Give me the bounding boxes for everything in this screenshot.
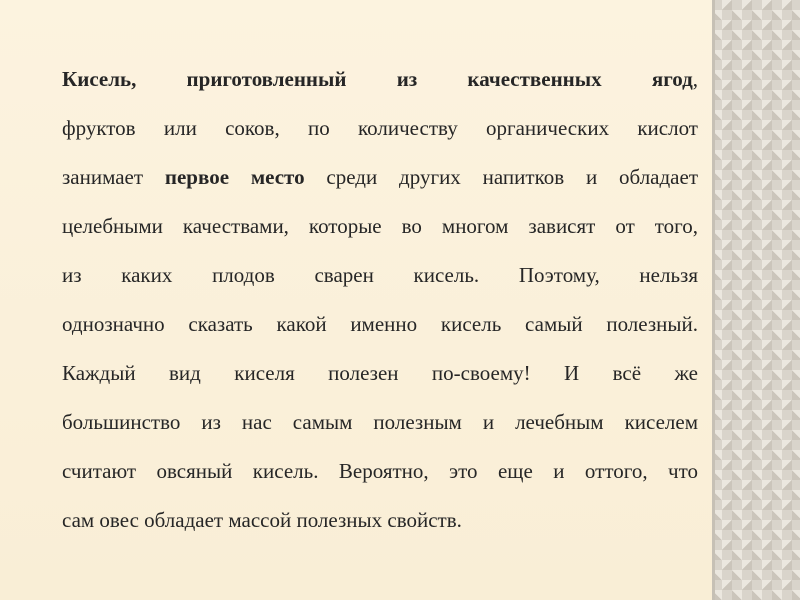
text-line-3	[62, 153, 698, 202]
text-line-3-pre: занимает	[62, 165, 165, 189]
text-line-7: Каждый вид киселя полезен по-своему! И всё же	[62, 361, 698, 385]
text-line-6: однозначно сказать какой именно кисель самый полезный.	[62, 312, 698, 336]
text-line-4: целебными качествами, которые во многом зависят от того,	[62, 214, 698, 238]
text-line-10: сам овес обладает массой полезных свойств.	[62, 508, 462, 532]
text-line-5: из каких плодов сварен кисель. Поэтому, нельзя	[62, 263, 698, 287]
text-line-8: большинство из нас самым полезным и лечебным киселем	[62, 410, 698, 434]
paragraph-text	[62, 55, 698, 545]
bold-phrase-kisel: Кисель, приготовленный из качественных ягод	[62, 67, 693, 91]
comma: ,	[692, 67, 698, 91]
text-line-3-post: среди других напитков и обладает	[304, 165, 698, 189]
bold-phrase-first-place: первое место	[164, 165, 305, 189]
text-line-1	[62, 55, 698, 104]
text-line-9: считают овсяный кисель. Вероятно, это еще и оттого, что	[62, 459, 698, 483]
decorative-side-pattern	[712, 0, 800, 600]
text-line-2: фруктов или соков, по количеству органических кислот	[62, 116, 698, 140]
